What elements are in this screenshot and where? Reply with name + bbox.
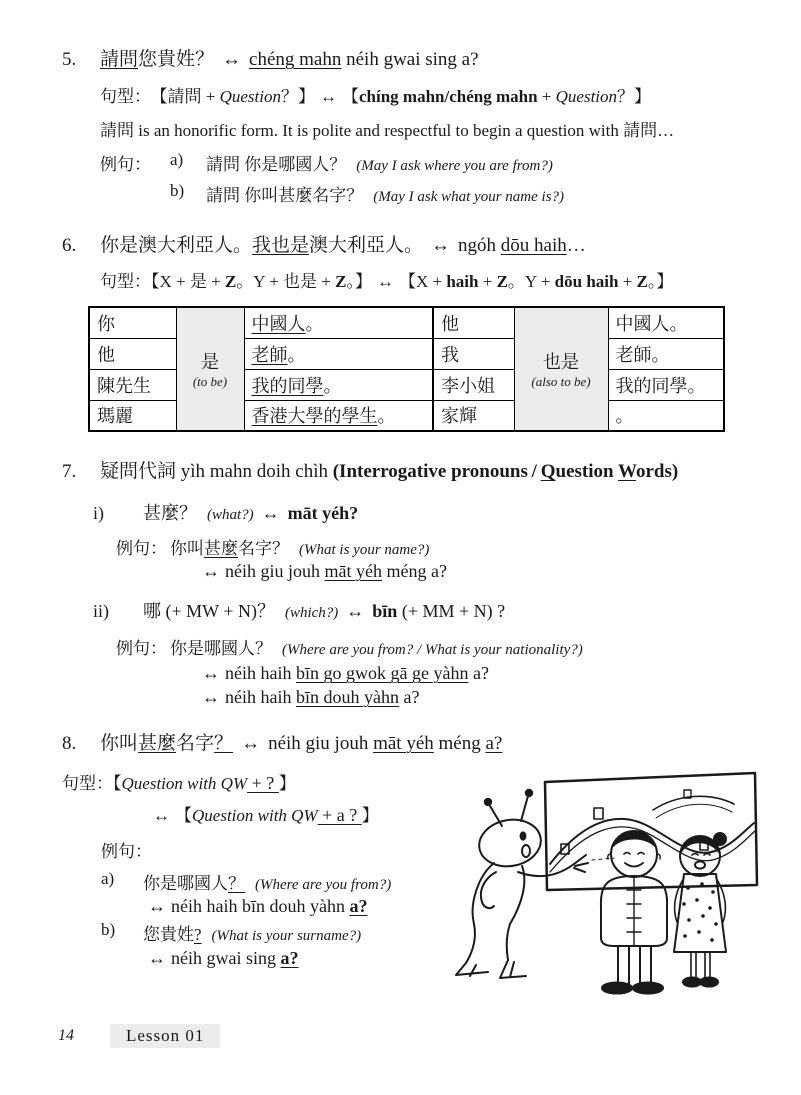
table-cell-predicate: 我的同學。 xyxy=(244,369,433,400)
item8-example-label: 例句： xyxy=(101,842,152,861)
sub-ii-answer-1: ↔ néih haih bīn go gwok gā ge yàhn a? xyxy=(202,663,489,683)
table-cell-predicate: 中國人。 xyxy=(244,307,433,338)
item7-heading xyxy=(62,458,767,486)
item6-heading xyxy=(62,232,767,260)
sub-ii-example: 例句： 你是哪國人？ (Where are you from? / What is your nationality?) xyxy=(116,639,583,658)
item5-heading-text: 請問您貴姓？ ↔ chéng mahn néih gwai sing a? xyxy=(100,49,479,70)
table-cell-subject: 家輝 xyxy=(433,400,514,431)
bidirectional-arrow: ↔ xyxy=(148,896,166,916)
item8-example-b: b) 您貴姓? (What is your surname?) xyxy=(101,920,362,944)
item6-heading-text: 你是澳大利亞人。我也是澳大利亞人。 ↔ ngóh dōu haih… xyxy=(100,235,586,256)
section-item-7 xyxy=(62,458,767,708)
table-cell-verb-yeshi: 也是 (also to be) xyxy=(514,307,608,431)
table-cell-predicate: 香港大學的學生。 xyxy=(244,400,433,431)
table-cell-verb-shi: 是 (to be) xyxy=(176,307,244,431)
bidirectional-arrow: ↔ xyxy=(261,503,280,523)
bidirectional-arrow: ↔ xyxy=(319,87,337,106)
table-cell-subject: 瑪麗 xyxy=(89,400,176,431)
item8-heading xyxy=(62,730,767,758)
item7-sub-i: i) 甚麼？ (what?) ↔ māt yéh? 例句： 你叫甚麼名字？ (What is your name?) ↔ néih giu jouh māt yéh méng a? xyxy=(62,500,767,582)
item8-heading-text: 你叫甚麼名字？ ↔ néih giu jouh māt yéh méng a? xyxy=(100,733,503,754)
table-cell-subject: 我 xyxy=(433,338,514,369)
table-cell-predicate: 中國人。 xyxy=(608,307,724,338)
table-cell-subject: 李小姐 xyxy=(433,369,514,400)
item6-number: 6. xyxy=(62,235,77,256)
shi-pattern-table xyxy=(88,306,725,432)
sub-i-answer: ↔ néih giu jouh māt yéh méng a? xyxy=(202,561,447,581)
item8-answer-b: ↔ néih gwai sing a? xyxy=(148,948,299,968)
table-cell-subject: 陳先生 xyxy=(89,369,176,400)
bidirectional-arrow: ↔ xyxy=(222,49,242,70)
sub-ii-answer-2: ↔ néih haih bīn douh yàhn a? xyxy=(202,687,420,707)
page-number: 14 xyxy=(58,1027,74,1044)
table-row xyxy=(89,307,724,338)
table-cell-subject: 他 xyxy=(433,307,514,338)
section-item-6 xyxy=(62,232,767,432)
item8-answer-a: ↔ néih haih bīn douh yàhn a? xyxy=(148,896,368,916)
sub-i-label: i) xyxy=(93,503,104,523)
item5-example-a: 例句： a) 請問 你是哪國人？ (May I ask where you are from?) xyxy=(100,150,553,174)
bidirectional-arrow: ↔ xyxy=(202,687,220,707)
bidirectional-arrow: ↔ xyxy=(376,272,394,291)
bidirectional-arrow: ↔ xyxy=(241,733,261,754)
item8-example-a: a) 你是哪國人？ (Where are you from?) xyxy=(101,869,392,893)
table-cell-predicate: 老師。 xyxy=(244,338,433,369)
table-cell-predicate: 我的同學。 xyxy=(608,369,724,400)
bidirectional-arrow: ↔ xyxy=(202,561,220,581)
item8-sentence-pattern-2: ↔ 【Question with QW + a ? 】 xyxy=(153,805,379,825)
table-cell-subject: 他 xyxy=(89,338,176,369)
lesson-label: Lesson 01 xyxy=(110,1024,220,1048)
item7-number: 7. xyxy=(62,461,77,482)
item5-example-b: b) 請問 你叫甚麼名字？ (May I ask what your name is?) xyxy=(170,181,565,205)
item7-heading-text: 疑問代詞 yìh mahn doih chìh (Interrogative pronouns / Question Words) xyxy=(100,461,679,482)
item5-heading xyxy=(62,46,767,74)
illustration-great-wall-scene xyxy=(448,766,762,1006)
item6-sentence-pattern: 句型：【X + 是 + Z。Y + 也是 + Z。】 ↔ 【X + haih + Z。Y + dōu haih + Z。】 xyxy=(100,272,674,291)
section-item-5 xyxy=(62,46,767,206)
bidirectional-arrow: ↔ xyxy=(148,948,166,968)
item5-sentence-pattern: 句型： 【請問 + Question？】 ↔ 【chíng mahn/chéng mahn + Question？】 xyxy=(100,87,652,106)
bidirectional-arrow: ↔ xyxy=(153,806,170,825)
sub-ii-label: ii) xyxy=(93,601,109,621)
item8-sentence-pattern-1: 句型：【Question with QW + ? 】 xyxy=(62,773,296,793)
alien-figure xyxy=(456,790,614,978)
table-cell-predicate: 老師。 xyxy=(608,338,724,369)
bidirectional-arrow: ↔ xyxy=(346,601,365,621)
page-footer xyxy=(58,1024,220,1048)
item8-number: 8. xyxy=(62,733,77,754)
sub-i-example: 例句： 你叫甚麼名字？ (What is your name?) xyxy=(116,539,430,558)
item5-number: 5. xyxy=(62,49,77,70)
great-wall-picture xyxy=(545,773,757,890)
bidirectional-arrow: ↔ xyxy=(202,663,220,683)
table-cell-predicate: 。 xyxy=(608,400,724,431)
man-figure xyxy=(601,831,667,994)
table-cell-subject: 你 xyxy=(89,307,176,338)
item5-explanation: 請問 is an honorific form. It is polite and respectful to begin a question with 請問… xyxy=(100,121,675,140)
bidirectional-arrow: ↔ xyxy=(431,235,451,256)
item7-sub-ii: ii) 哪 (+ MW + N)？ (which?) ↔ bīn (+ MM + N) ? 例句： 你是哪國人？ (Where are you from? / What is your nationality?) ↔ néih haih bīn go gwok gā ge yàhn a? ↔ néih haih bīn douh yàhn a? xyxy=(62,598,767,708)
woman-figure xyxy=(674,833,726,987)
